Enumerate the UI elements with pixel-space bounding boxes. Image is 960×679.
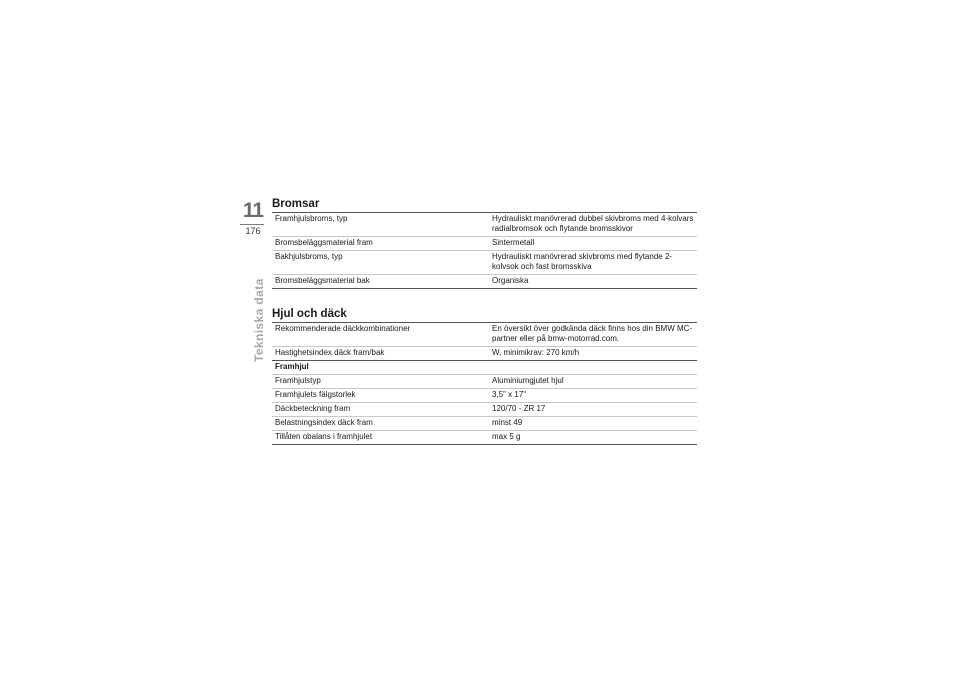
spec-row (272, 346, 697, 360)
spec-row (272, 402, 697, 416)
spec-key: Hastighetsindex däck fram/bak (275, 348, 385, 357)
spec-key: Bromsbeläggsmaterial bak (275, 276, 370, 285)
spec-value: Sintermetall (492, 238, 535, 247)
chapter-side-title: Tekniska data (252, 278, 266, 362)
chapter-number: 11 (242, 199, 264, 222)
section-heading-wheels: Hjul och däck (272, 308, 347, 320)
spec-row (272, 236, 697, 250)
subheading-row (272, 360, 697, 374)
spec-value: W, minimikrav: 270 km/h (492, 348, 580, 357)
spec-row (272, 430, 697, 444)
spec-key: Tillåten obalans i framhjulet (275, 432, 373, 441)
spec-value: Hydrauliskt manövrerad skivbroms med flytande 2-kolvsok och fast bromsskiva (492, 252, 673, 271)
spec-key: Belastningsindex däck fram (275, 418, 373, 427)
spec-value: En översikt över godkända däck finns hos din BMW MC-partner eller på bmw-motorrad.com. (492, 324, 693, 343)
spec-row (272, 388, 697, 402)
spec-key: Framhjulsbroms, typ (275, 214, 348, 223)
page-number: 176 (245, 226, 261, 236)
spec-row (272, 416, 697, 430)
spec-row (272, 212, 697, 236)
spec-row (272, 274, 697, 288)
section-heading-brakes: Bromsar (272, 198, 320, 210)
spec-value: 120/70 - ZR 17 (492, 404, 546, 413)
spec-key: Framhjulets fälgstorlek (275, 390, 356, 399)
chapter-rule (240, 224, 264, 225)
table-end-rule (272, 444, 697, 445)
spec-key: Rekommenderade däckkombinationer (275, 324, 411, 333)
spec-key: Framhjulstyp (275, 376, 321, 385)
spec-value: Hydrauliskt manövrerad dubbel skivbroms med 4-kolvars radialbromsok och flytande bromsskivor (492, 214, 694, 233)
spec-key: Däckbeteckning fram (275, 404, 351, 413)
spec-key: Bromsbeläggsmaterial fram (275, 238, 373, 247)
spec-key: Bakhjulsbroms, typ (275, 252, 343, 261)
spec-value: minst 49 (492, 418, 523, 427)
spec-row (272, 322, 697, 346)
table-end-rule (272, 288, 697, 289)
spec-row (272, 374, 697, 388)
spec-value: max 5 g (492, 432, 521, 441)
spec-row (272, 250, 697, 274)
spec-value: Organiska (492, 276, 529, 285)
spec-value: Aluminiumgjutet hjul (492, 376, 564, 385)
brakes-section (272, 196, 697, 289)
wheels-section (272, 306, 697, 445)
spec-value: 3,5" x 17" (492, 390, 527, 399)
subheading-front-wheel: Framhjul (275, 362, 309, 371)
